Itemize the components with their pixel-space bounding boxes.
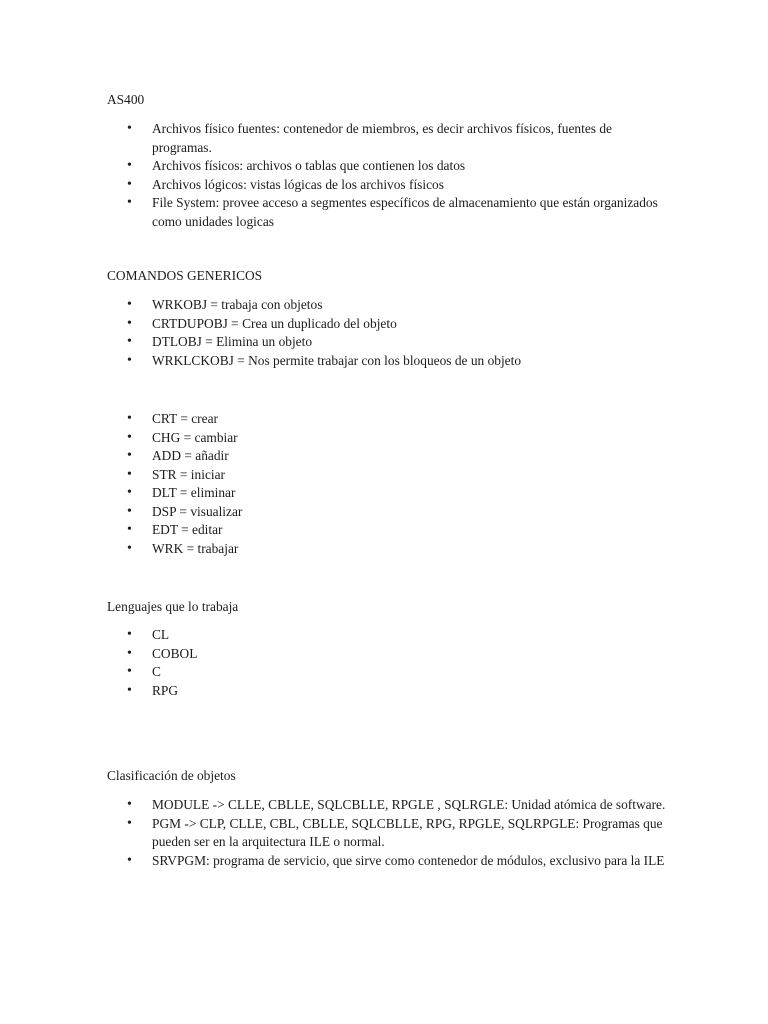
list-item: • WRK = trabajar [107, 540, 667, 559]
list-item: • SRVPGM: programa de servicio, que sirve como contenedor de módulos, exclusivo para la ILE [107, 852, 667, 871]
list-item: • RPG [107, 682, 667, 701]
list-item: • CRT = crear [107, 410, 667, 429]
list-item: • PGM -> CLP, CLLE, CBL, CBLLE, SQLCBLLE, RPG, RPGLE, SQLRPGLE: Programas que pueden ser en la arquitectura ILE o normal. [107, 815, 667, 852]
list-item: • DSP = visualizar [107, 503, 667, 522]
comandos-list [107, 296, 667, 370]
list-item: • Archivos lógicos: vistas lógicas de los archivos físicos [107, 176, 667, 195]
list-item: • CHG = cambiar [107, 429, 667, 448]
list-item: • CL [107, 626, 667, 645]
list-item: • ADD = añadir [107, 447, 667, 466]
list-item: • DLT = eliminar [107, 484, 667, 503]
section-title-clasificacion: Clasificación de objetos [107, 768, 236, 783]
list-item: • MODULE -> CLLE, CBLLE, SQLCBLLE, RPGLE , SQLRGLE: Unidad atómica de software. [107, 796, 667, 815]
list-item: • COBOL [107, 645, 667, 664]
list-item: • STR = iniciar [107, 466, 667, 485]
list-item: • DTLOBJ = Elimina un objeto [107, 333, 667, 352]
list-item: • C [107, 663, 667, 682]
lenguajes-list [107, 626, 667, 700]
list-item: • File System: provee acceso a segmentes específicos de almacenamiento que están organizados como unidades logicas [107, 194, 667, 231]
list-item: • WRKOBJ = trabaja con objetos [107, 296, 667, 315]
section-title-comandos: COMANDOS GENERICOS [107, 268, 263, 283]
list-item: • Archivos físico fuentes: contenedor de miembros, es decir archivos físicos, fuentes de programas. [107, 120, 667, 157]
list-item: • CRTDUPOBJ = Crea un duplicado del objeto [107, 315, 667, 334]
section-title-as400: AS400 [107, 92, 145, 107]
list-item: • EDT = editar [107, 521, 667, 540]
section-title-lenguajes: Lenguajes que lo trabaja [107, 599, 239, 614]
list-item: • Archivos físicos: archivos o tablas que contienen los datos [107, 157, 667, 176]
as400-list [107, 120, 667, 231]
list-item: • WRKLCKOBJ = Nos permite trabajar con los bloqueos de un objeto [107, 352, 667, 371]
clasificacion-list [107, 796, 667, 870]
verbos-list [107, 410, 667, 558]
